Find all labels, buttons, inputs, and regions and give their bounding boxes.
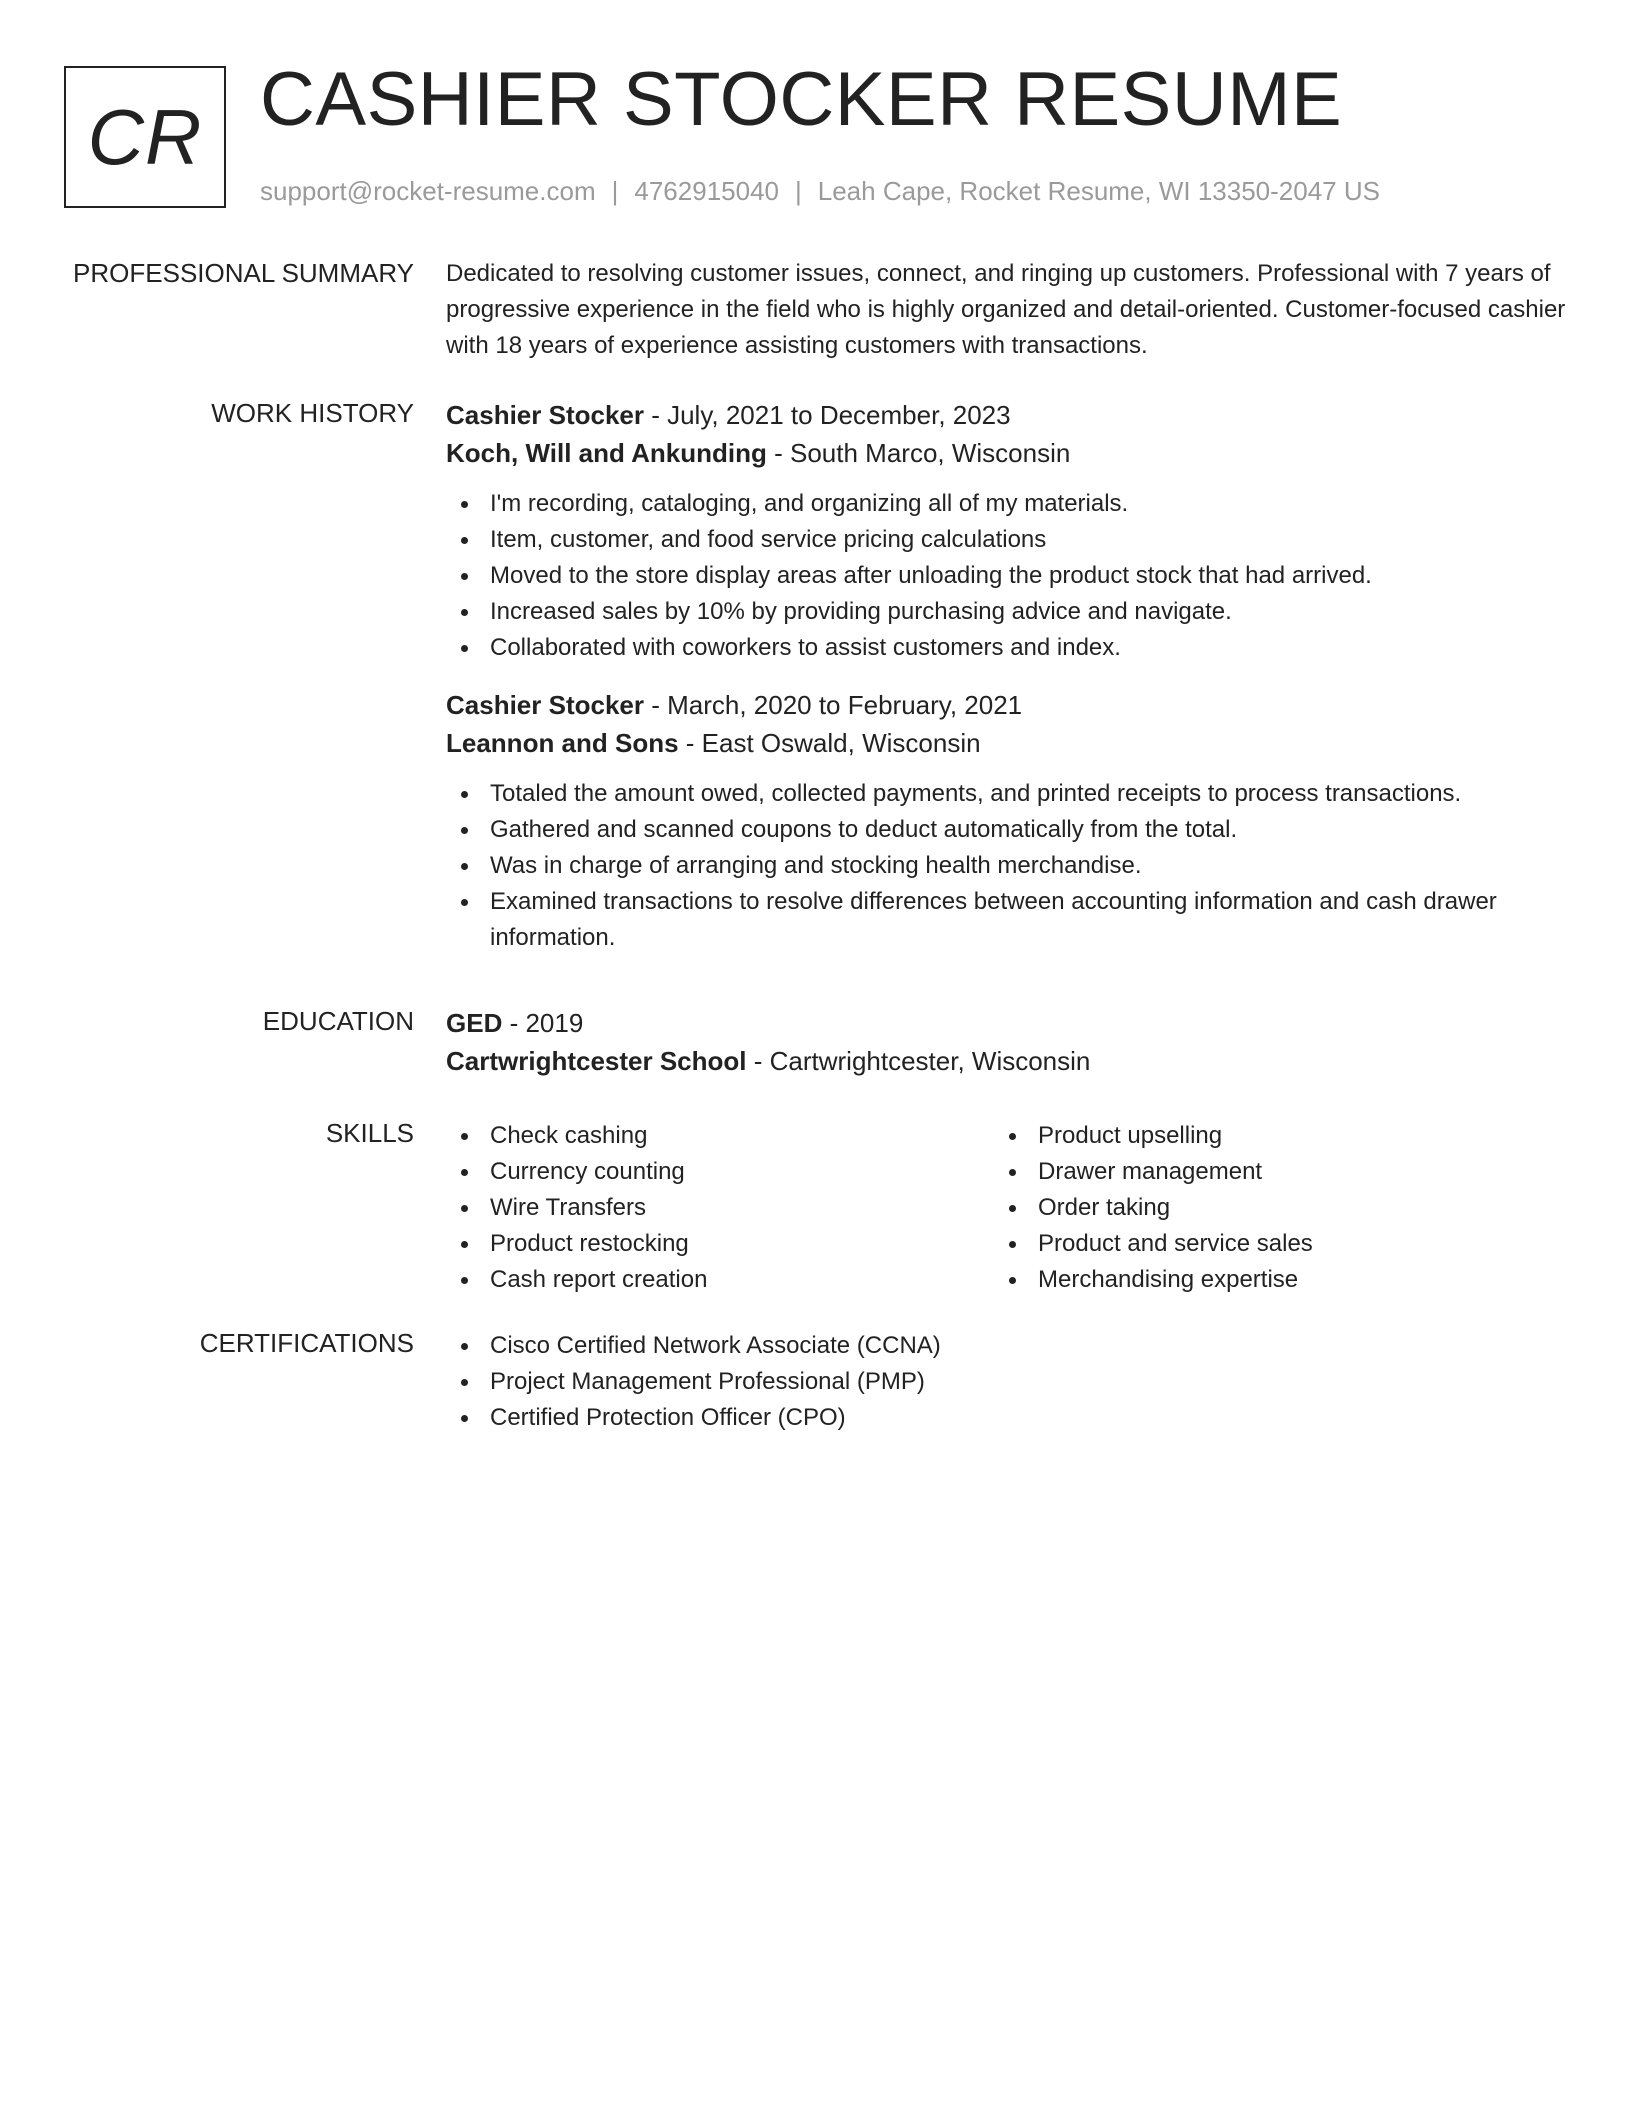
education-location: - Cartwrightcester, Wisconsin — [746, 1046, 1091, 1076]
job-location: - East Oswald, Wisconsin — [678, 728, 981, 758]
job-company: Leannon and Sons — [446, 728, 679, 758]
job-bullets — [446, 486, 1566, 666]
education-body — [446, 1004, 1566, 1080]
page-title: CASHIER STOCKER RESUME — [260, 57, 1343, 142]
job-location: - South Marco, Wisconsin — [766, 438, 1071, 468]
list-item: Order taking — [994, 1190, 1542, 1226]
skills-list-right — [994, 1118, 1542, 1298]
certifications-body — [446, 1328, 1566, 1436]
list-item: Increased sales by 10% by providing purchasing advice and navigate. — [446, 594, 1566, 630]
list-item: Certified Protection Officer (CPO) — [446, 1400, 1566, 1436]
contact-phone: 4762915040 — [634, 176, 779, 206]
contact-separator: | — [611, 176, 619, 206]
skills-body — [446, 1118, 1566, 1298]
job-company-line — [446, 724, 1566, 762]
job-company: Koch, Will and Ankunding — [446, 438, 767, 468]
summary-text: Dedicated to resolving customer issues, connect, and ringing up customers. Professional with 7 years of progressive experience in the field who is highly organized and detail-oriented. Customer-focused cashier with 18 years of experience assisting customers with transactions. — [446, 260, 1566, 359]
list-item: I'm recording, cataloging, and organizing all of my materials. — [446, 486, 1566, 522]
monogram-badge: CR — [64, 66, 226, 208]
list-item: Gathered and scanned coupons to deduct automatically from the total. — [446, 812, 1566, 848]
job-role: Cashier Stocker — [446, 690, 644, 720]
section-title: EDUCATION — [262, 1006, 414, 1036]
job-title-line — [446, 686, 1566, 724]
list-item: Was in charge of arranging and stocking health merchandise. — [446, 848, 1566, 884]
contact-email: support@rocket-resume.com — [260, 176, 596, 206]
job-dates: - March, 2020 to February, 2021 — [643, 690, 1023, 720]
work-history-body — [446, 396, 1566, 956]
list-item: Project Management Professional (PMP) — [446, 1364, 1566, 1400]
education-school: Cartwrightcester School — [446, 1046, 747, 1076]
list-item: Cash report creation — [446, 1262, 994, 1298]
certifications-list — [446, 1328, 1566, 1436]
job-role: Cashier Stocker — [446, 400, 644, 430]
section-title: SKILLS — [325, 1118, 414, 1148]
skills-list-left — [446, 1118, 994, 1298]
section-title: PROFESSIONAL SUMMARY — [73, 258, 414, 288]
list-item: Product and service sales — [994, 1226, 1542, 1262]
list-item: Totaled the amount owed, collected payments, and printed receipts to process transactions. — [446, 776, 1566, 812]
job-entry — [446, 686, 1566, 956]
contact-separator: | — [795, 176, 802, 206]
education-school-line — [446, 1042, 1566, 1080]
list-item: Merchandising expertise — [994, 1262, 1542, 1298]
education-degree-line — [446, 1004, 1566, 1042]
contact-line — [260, 176, 1380, 207]
list-item: Product restocking — [446, 1226, 994, 1262]
list-item: Moved to the store display areas after unloading the product stock that had arrived. — [446, 558, 1566, 594]
list-item: Product upselling — [994, 1118, 1542, 1154]
education-degree: GED — [446, 1008, 503, 1038]
job-company-line — [446, 434, 1566, 472]
job-entry — [446, 396, 1566, 666]
section-title: CERTIFICATIONS — [199, 1328, 414, 1358]
job-dates: - July, 2021 to December, 2023 — [643, 400, 1011, 430]
education-year: - 2019 — [502, 1008, 584, 1038]
job-title-line — [446, 396, 1566, 434]
list-item: Wire Transfers — [446, 1190, 994, 1226]
section-title: WORK HISTORY — [211, 398, 414, 428]
list-item: Examined transactions to resolve differences between accounting information and cash drawer information. — [446, 884, 1566, 956]
list-item: Collaborated with coworkers to assist customers and index. — [446, 630, 1566, 666]
list-item: Currency counting — [446, 1154, 994, 1190]
list-item: Check cashing — [446, 1118, 994, 1154]
list-item: Cisco Certified Network Associate (CCNA) — [446, 1328, 1566, 1364]
list-item: Item, customer, and food service pricing calculations — [446, 522, 1566, 558]
list-item: Drawer management — [994, 1154, 1542, 1190]
contact-address: Leah Cape, Rocket Resume, WI 13350-2047 US — [817, 176, 1380, 206]
job-bullets — [446, 776, 1566, 956]
